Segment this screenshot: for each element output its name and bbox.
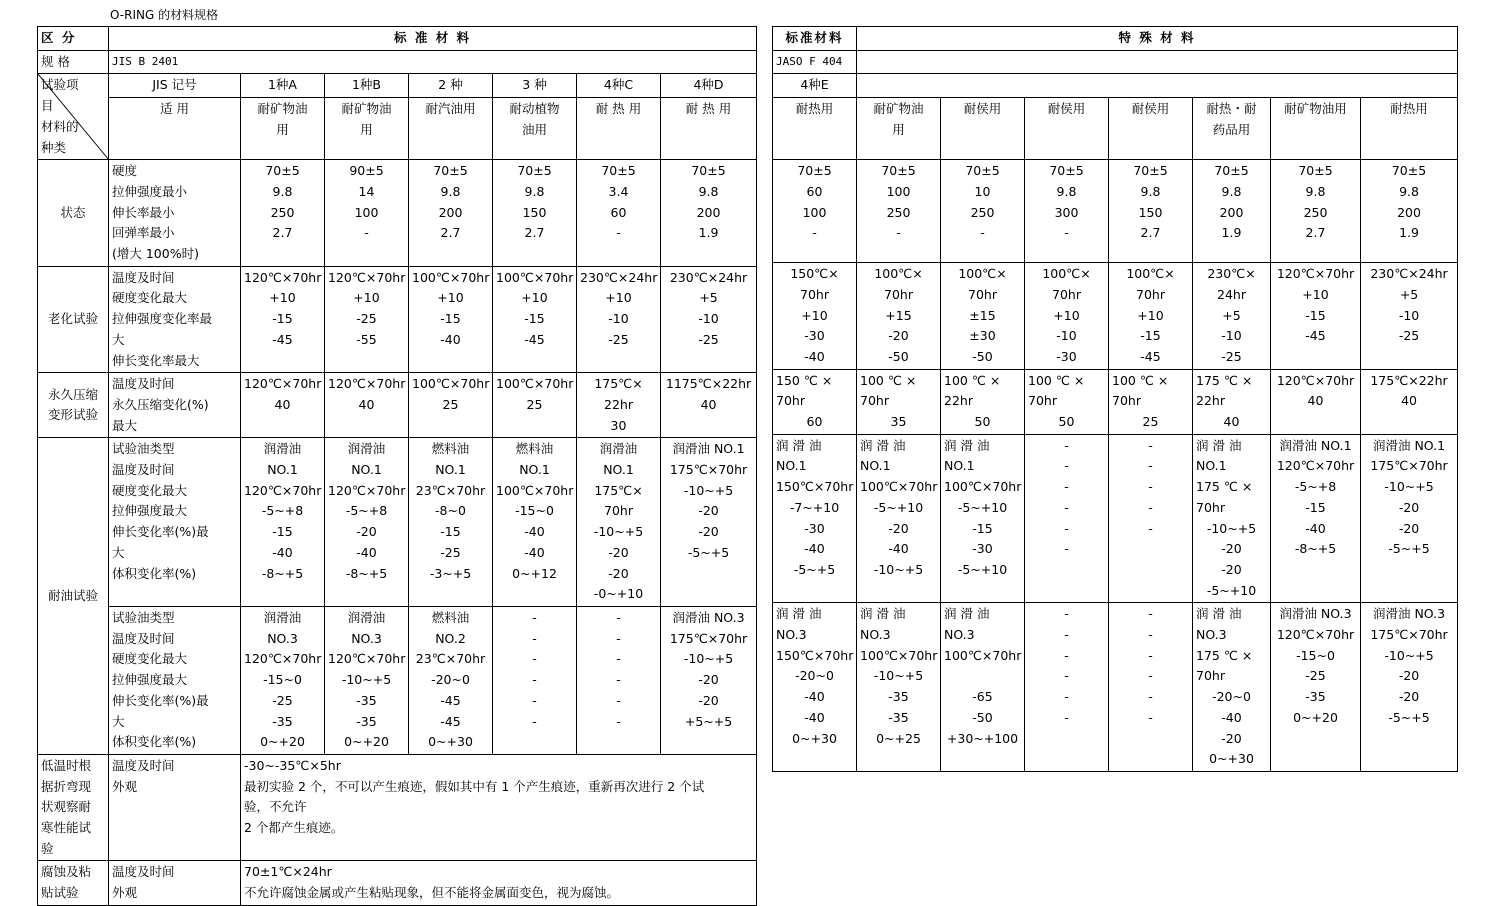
- use-cell: 耐侯用: [1109, 98, 1193, 160]
- state-values: 70±5 3.4 60 -: [577, 160, 661, 267]
- aging-values: 150℃× 70hr +10 -30 -40: [773, 263, 857, 370]
- standard-material-heading: 标准材料: [773, 27, 857, 51]
- oil-values: 润滑油 NO.3 120℃×70hr -10~+5 -35 -35 0~+20: [325, 606, 409, 754]
- oil-values: 润滑油 NO.1 175℃×70hr -10~+5 -20 -20 -5~+5: [661, 438, 757, 607]
- oil-values: 润滑油 NO.3 120℃×70hr -15~0 -25 -35 0~+20: [241, 606, 325, 754]
- compression-row: [773, 369, 1458, 434]
- special-material-heading: 特 殊 材 料: [857, 27, 1458, 51]
- spec-row: [773, 50, 1458, 74]
- use-cell: 耐矿物油用: [1271, 98, 1361, 160]
- aging-values: 120℃×70hr +10 -15 -45: [1271, 263, 1361, 370]
- oil-values: 润 滑 油 NO.1 100℃×70hr -5~+10 -15 -30 -5~+10: [941, 434, 1025, 603]
- compression-values: 175 ℃ × 22hr 40: [1193, 369, 1271, 434]
- state-row: [773, 160, 1458, 263]
- cold-test-label: 低温时根 据折弯现 状观察耐 寒性能试 验: [38, 754, 109, 861]
- use-row: [773, 98, 1458, 160]
- oil-test-label: 耐油试验: [38, 438, 109, 755]
- aging-values: 230℃×24hr +5 -10 -25: [1361, 263, 1458, 370]
- compression-values: 100 ℃ × 70hr 35: [857, 369, 941, 434]
- state-values: 70±5 9.8 150 2.7: [1109, 160, 1193, 263]
- compression-values: 120℃×70hr 40: [1271, 369, 1361, 434]
- corrosion-items: 温度及时间 外观: [109, 861, 241, 905]
- type-cell: 4种D: [661, 74, 757, 98]
- state-values: 70±5 9.8 150 2.7: [493, 160, 577, 267]
- oil-values: 润 滑 油 NO.3 175 ℃ × 70hr -20~0 -40 -20 0~+30: [1193, 603, 1271, 772]
- use-cell: 耐 热 用: [577, 98, 661, 160]
- spec-label: 规 格: [38, 50, 109, 74]
- compression-items: 温度及时间 永久压缩变化(%) 最大: [109, 373, 241, 438]
- oil-values: - - - - - -: [1109, 603, 1193, 772]
- state-values: 70±5 9.8 200 1.9: [1361, 160, 1458, 263]
- state-label: 状态: [38, 160, 109, 267]
- compression-label: 永久压缩 变形试验: [38, 373, 109, 438]
- oil-items: 试验油类型 温度及时间 硬度变化最大 拉伸强度最大 伸长变化率(%)最 大 体积变化率(%): [109, 438, 241, 607]
- oil-values: 燃料油 NO.2 23℃×70hr -20~0 -45 -45 0~+30: [409, 606, 493, 754]
- oil-values: 燃料油 NO.1 23℃×70hr -8~0 -15 -25 -3~+5: [409, 438, 493, 607]
- use-row: [38, 98, 757, 160]
- spec-value: JASO F 404: [773, 50, 857, 74]
- compression-values: 1175℃×22hr 40: [661, 373, 757, 438]
- special-material-table: [772, 26, 1458, 772]
- use-cell: 耐热・耐 药品用: [1193, 98, 1271, 160]
- oil-values: - - - - - -: [1025, 434, 1109, 603]
- document-title: O-RING 的材料规格: [110, 8, 219, 22]
- aging-values: 100℃× 70hr +10 -15 -45: [1109, 263, 1193, 370]
- use-cell: 耐热用: [773, 98, 857, 160]
- state-values: 70±5 9.8 250 2.7: [241, 160, 325, 267]
- oil-values: 燃料油 NO.1 100℃×70hr -15~0 -40 -40 0~+12: [493, 438, 577, 607]
- oil-values: 润滑油 NO.1 120℃×70hr -5~+8 -15 -40 -8~+5: [241, 438, 325, 607]
- state-items: 硬度 拉伸强度最小 伸长率最小 回弹率最小 (增大 100%时): [109, 160, 241, 267]
- header-row: [38, 27, 757, 51]
- compression-values: 100℃×70hr 25: [493, 373, 577, 438]
- corner-header: 试验项 目 材料的 种类: [38, 74, 109, 160]
- state-values: 90±5 14 100 -: [325, 160, 409, 267]
- aging-row: [38, 266, 757, 373]
- oil-test-row-1: [38, 438, 757, 607]
- use-cell: 耐动植物 油用: [493, 98, 577, 160]
- oil-values: 润滑油 NO.1 175℃× 70hr -10~+5 -20 -20 -0~+10: [577, 438, 661, 607]
- use-cell: 耐 热 用: [661, 98, 757, 160]
- use-cell: 耐侯用: [1025, 98, 1109, 160]
- state-values: 70±5 60 100 -: [773, 160, 857, 263]
- aging-items: 温度及时间 硬度变化最大 拉伸强度变化率最 大 伸长变化率最大: [109, 266, 241, 373]
- oil-test-row-2: [38, 606, 757, 754]
- oil-values: - - - - - -: [493, 606, 577, 754]
- standard-material-table: [37, 26, 757, 906]
- compression-values: 175℃× 22hr 30: [577, 373, 661, 438]
- oil-values: - - - - - -: [577, 606, 661, 754]
- oil-values: 润滑油 NO.1 120℃×70hr -5~+8 -20 -40 -8~+5: [325, 438, 409, 607]
- code-label: JIS 记号: [109, 74, 241, 98]
- oil-values: 润滑油 NO.1 175℃×70hr -10~+5 -20 -20 -5~+5: [1361, 434, 1458, 603]
- spec-row: [38, 50, 757, 74]
- corrosion-test-row: [38, 861, 757, 905]
- aging-values: 100℃× 70hr +15 -20 -50: [857, 263, 941, 370]
- header-row: [773, 27, 1458, 51]
- oil-test-row-1: [773, 434, 1458, 603]
- aging-row: [773, 263, 1458, 370]
- oil-values: 润 滑 油 NO.1 175 ℃ × 70hr -10~+5 -20 -20 -5~+10: [1193, 434, 1271, 603]
- oil-values: 润 滑 油 NO.1 150℃×70hr -7~+10 -30 -40 -5~+5: [773, 434, 857, 603]
- use-cell: 耐矿物油 用: [325, 98, 409, 160]
- state-row: [38, 160, 757, 267]
- state-values: 70±5 9.8 250 2.7: [1271, 160, 1361, 263]
- compression-values: 150 ℃ × 70hr 60: [773, 369, 857, 434]
- use-cell: 耐侯用: [941, 98, 1025, 160]
- oil-test-row-2: [773, 603, 1458, 772]
- aging-label: 老化试验: [38, 266, 109, 373]
- oil-values: - - - - - -: [1025, 603, 1109, 772]
- section-label: 区 分: [38, 27, 109, 51]
- state-values: 70±5 9.8 300 -: [1025, 160, 1109, 263]
- oil-values: 润 滑 油 NO.1 100℃×70hr -5~+10 -20 -40 -10~+5: [857, 434, 941, 603]
- oil-values: 润滑油 NO.3 175℃×70hr -10~+5 -20 -20 +5~+5: [661, 606, 757, 754]
- corrosion-description: 70±1℃×24hr 不允许腐蚀金属或产生粘贴现象，但不能将金属面变色，视为腐蚀。: [241, 861, 757, 905]
- aging-values: 100℃×70hr +10 -15 -40: [409, 266, 493, 373]
- compression-values: 100℃×70hr 25: [409, 373, 493, 438]
- compression-values: 120℃×70hr 40: [325, 373, 409, 438]
- aging-values: 120℃×70hr +10 -15 -45: [241, 266, 325, 373]
- aging-values: 230℃×24hr +10 -10 -25: [577, 266, 661, 373]
- aging-values: 100℃× 70hr ±15 ±30 -50: [941, 263, 1025, 370]
- use-cell: 耐矿物油 用: [857, 98, 941, 160]
- type-cell: 1种B: [325, 74, 409, 98]
- oil-values: - - - - -: [1109, 434, 1193, 603]
- state-values: 70±5 9.8 200 1.9: [661, 160, 757, 267]
- type-cell: 2 种: [409, 74, 493, 98]
- compression-row: [38, 373, 757, 438]
- type-cell: 4种E: [773, 74, 857, 98]
- type-cell: 3 种: [493, 74, 577, 98]
- use-cell: 耐矿物油 用: [241, 98, 325, 160]
- state-values: 70±5 10 250 -: [941, 160, 1025, 263]
- aging-values: 120℃×70hr +10 -25 -55: [325, 266, 409, 373]
- oil-values: 润滑油 NO.3 120℃×70hr -15~0 -25 -35 0~+20: [1271, 603, 1361, 772]
- compression-values: 120℃×70hr 40: [241, 373, 325, 438]
- spec-value: JIS B 2401: [109, 50, 757, 74]
- cold-test-row: [38, 754, 757, 861]
- type-row: [38, 74, 757, 98]
- aging-values: 100℃× 70hr +10 -10 -30: [1025, 263, 1109, 370]
- oil-values: 润滑油 NO.1 120℃×70hr -5~+8 -15 -40 -8~+5: [1271, 434, 1361, 603]
- cold-items: 温度及时间 外观: [109, 754, 241, 861]
- state-values: 70±5 100 250 -: [857, 160, 941, 263]
- corrosion-label: 腐蚀及粘 贴试验: [38, 861, 109, 905]
- standard-material-heading: 标 准 材 料: [109, 27, 757, 51]
- corner-text: 试验项: [41, 77, 79, 93]
- oil-values: 润 滑 油 NO.3 100℃×70hr -10~+5 -35 -35 0~+25: [857, 603, 941, 772]
- cold-description: -30~-35℃×5hr 最初实验 2 个，不可以产生痕迹，假如其中有 1 个产生痕迹，重新再次进行 2 个试 验，不允许 2 个都产生痕迹。: [241, 754, 757, 861]
- compression-values: 100 ℃ × 70hr 25: [1109, 369, 1193, 434]
- oil-values: 润滑油 NO.3 175℃×70hr -10~+5 -20 -20 -5~+5: [1361, 603, 1458, 772]
- oil-values: 润 滑 油 NO.3 150℃×70hr -20~0 -40 -40 0~+30: [773, 603, 857, 772]
- state-values: 70±5 9.8 200 2.7: [409, 160, 493, 267]
- use-cell: 耐热用: [1361, 98, 1458, 160]
- oil-items: 试验油类型 温度及时间 硬度变化最大 拉伸强度最大 伸长变化率(%)最 大 体积变化率(%): [109, 606, 241, 754]
- use-label: 适 用: [109, 98, 241, 160]
- type-cell: 1种A: [241, 74, 325, 98]
- use-cell: 耐汽油用: [409, 98, 493, 160]
- type-cell: 4种C: [577, 74, 661, 98]
- aging-values: 230℃× 24hr +5 -10 -25: [1193, 263, 1271, 370]
- type-row: [773, 74, 1458, 98]
- compression-values: 175℃×22hr 40: [1361, 369, 1458, 434]
- state-values: 70±5 9.8 200 1.9: [1193, 160, 1271, 263]
- compression-values: 100 ℃ × 70hr 50: [1025, 369, 1109, 434]
- aging-values: 230℃×24hr +5 -10 -25: [661, 266, 757, 373]
- compression-values: 100 ℃ × 22hr 50: [941, 369, 1025, 434]
- aging-values: 100℃×70hr +10 -15 -45: [493, 266, 577, 373]
- oil-values: 润 滑 油 NO.3 100℃×70hr -65 -50 +30~+100: [941, 603, 1025, 772]
